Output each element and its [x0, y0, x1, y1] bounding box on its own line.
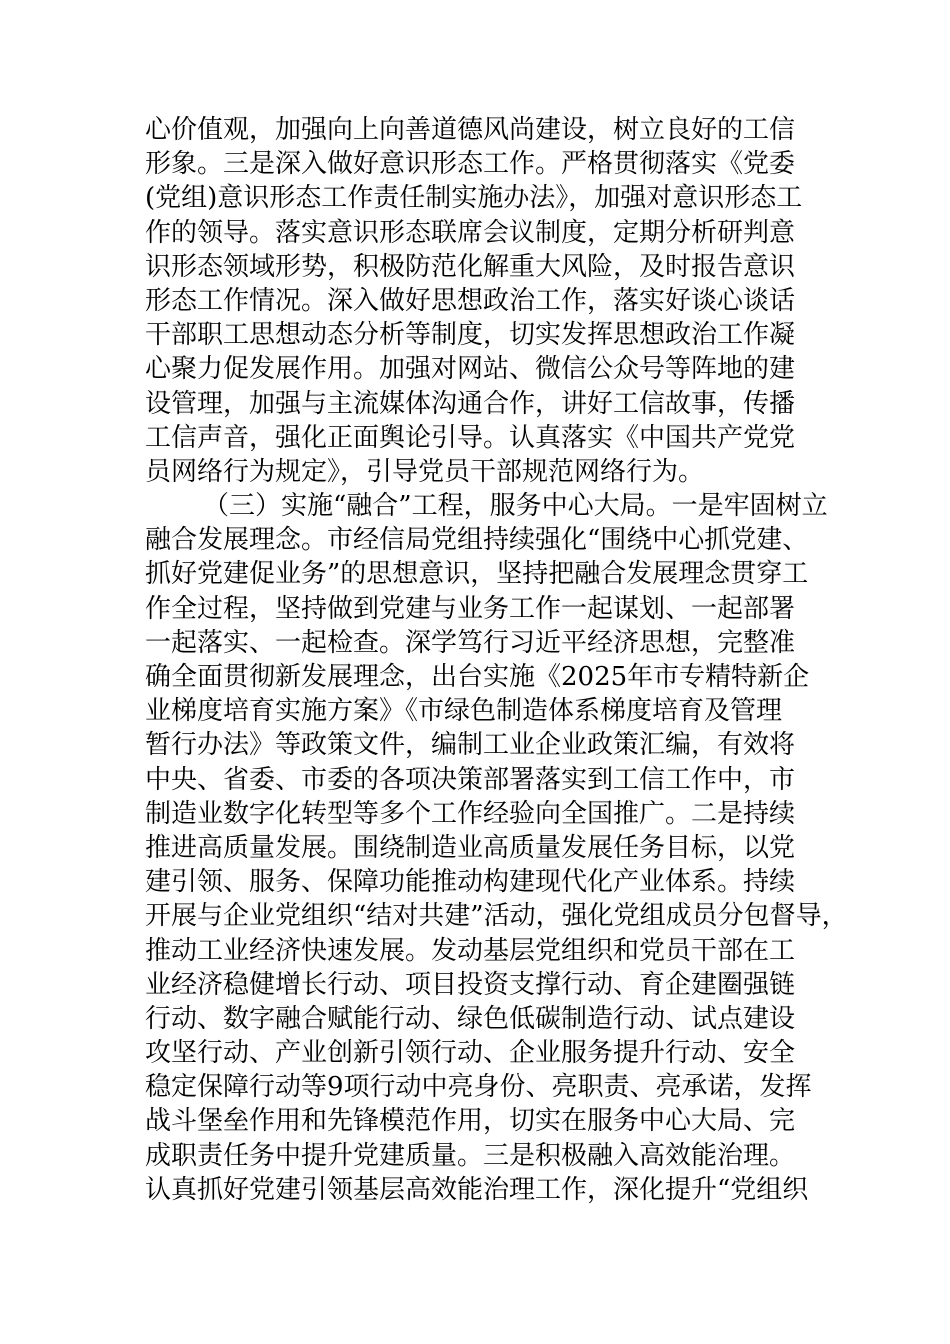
text-line: 行动、数字融合赋能行动、绿色低碳制造行动、试点建设: [145, 1003, 796, 1034]
text-line: 建引领、服务、保障功能推动构建现代化产业体系。持续: [145, 867, 796, 898]
section-heading-line: （三）实施“融合”工程，服务中心大局。一是牢固树立: [203, 491, 828, 522]
text-line: 干部职工思想动态分析等制度，切实发挥思想政治工作凝: [145, 320, 796, 351]
text-line: 识形态领域形势，积极防范化解重大风险，及时报告意识: [145, 251, 796, 282]
body-text: [145, 113, 848, 1207]
text-line: 作的领导。落实意识形态联席会议制度，定期分析研判意: [145, 217, 796, 248]
text-line: 确全面贯彻新发展理念，出台实施《2025年市专精特新企: [145, 662, 810, 692]
text-line: 暂行办法》等政策文件，编制工业企业政策汇编，有效将: [145, 730, 796, 761]
text-line: 形象。三是深入做好意识形态工作。严格贯彻落实《党委: [145, 149, 796, 180]
text-line: 融合发展理念。市经信局党组持续强化“围绕中心抓党建、: [145, 525, 809, 556]
text-line: (党组)意识形态工作责任制实施办法》，加强对意识形态工: [145, 183, 803, 214]
text-line: 作全过程，坚持做到党建与业务工作一起谋划、一起部署: [145, 593, 796, 624]
text-line: 抓好党建促业务”的思想意识，坚持把融合发展理念贯穿工: [145, 559, 809, 590]
text-line: 设管理，加强与主流媒体沟通合作，讲好工信故事，传播: [145, 388, 796, 419]
text-line: 员网络行为规定》，引导党员干部规范网络行为。: [145, 456, 705, 487]
text-line: 工信声音，强化正面舆论引导。认真落实《中国共产党党: [145, 422, 796, 453]
text-line: 心聚力促发展作用。加强对网站、微信公众号等阵地的建: [145, 354, 796, 385]
text-line: 稳定保障行动等9项行动中亮身份、亮职责、亮承诺，发挥: [145, 1072, 812, 1103]
text-line: 中央、省委、市委的各项决策部署落实到工信工作中，市: [145, 764, 796, 795]
text-line: 推动工业经济快速发展。发动基层党组织和党员干部在工: [145, 935, 796, 966]
text-line: 业经济稳健增长行动、项目投资支撑行动、育企建圈强链: [145, 969, 796, 1000]
text-line: 认真抓好党建引领基层高效能治理工作，深化提升“党组织: [145, 1174, 809, 1205]
text-line: 成职责任务中提升党建质量。三是积极融入高效能治理。: [145, 1140, 796, 1171]
text-line: 推进高质量发展。围绕制造业高质量发展任务目标，以党: [145, 832, 796, 863]
text-line: 一起落实、一起检查。深学笃行习近平经济思想，完整准: [145, 627, 796, 658]
text-line: 攻坚行动、产业创新引领行动、企业服务提升行动、安全: [145, 1038, 796, 1069]
text-line: 制造业数字化转型等多个工作经验向全国推广。二是持续: [145, 798, 796, 829]
text-line: 心价值观，加强向上向善道德风尚建设，树立良好的工信: [145, 115, 796, 145]
text-line: 业梯度培育实施方案》《市绿色制造体系梯度培育及管理: [145, 696, 783, 727]
text-line: 形态工作情况。深入做好思想政治工作，落实好谈心谈话: [145, 285, 796, 316]
text-line: 战斗堡垒作用和先锋模范作用，切实在服务中心大局、完: [145, 1106, 796, 1137]
text-line: 开展与企业党组织“结对共建”活动，强化党组成员分包督导，: [145, 901, 848, 932]
